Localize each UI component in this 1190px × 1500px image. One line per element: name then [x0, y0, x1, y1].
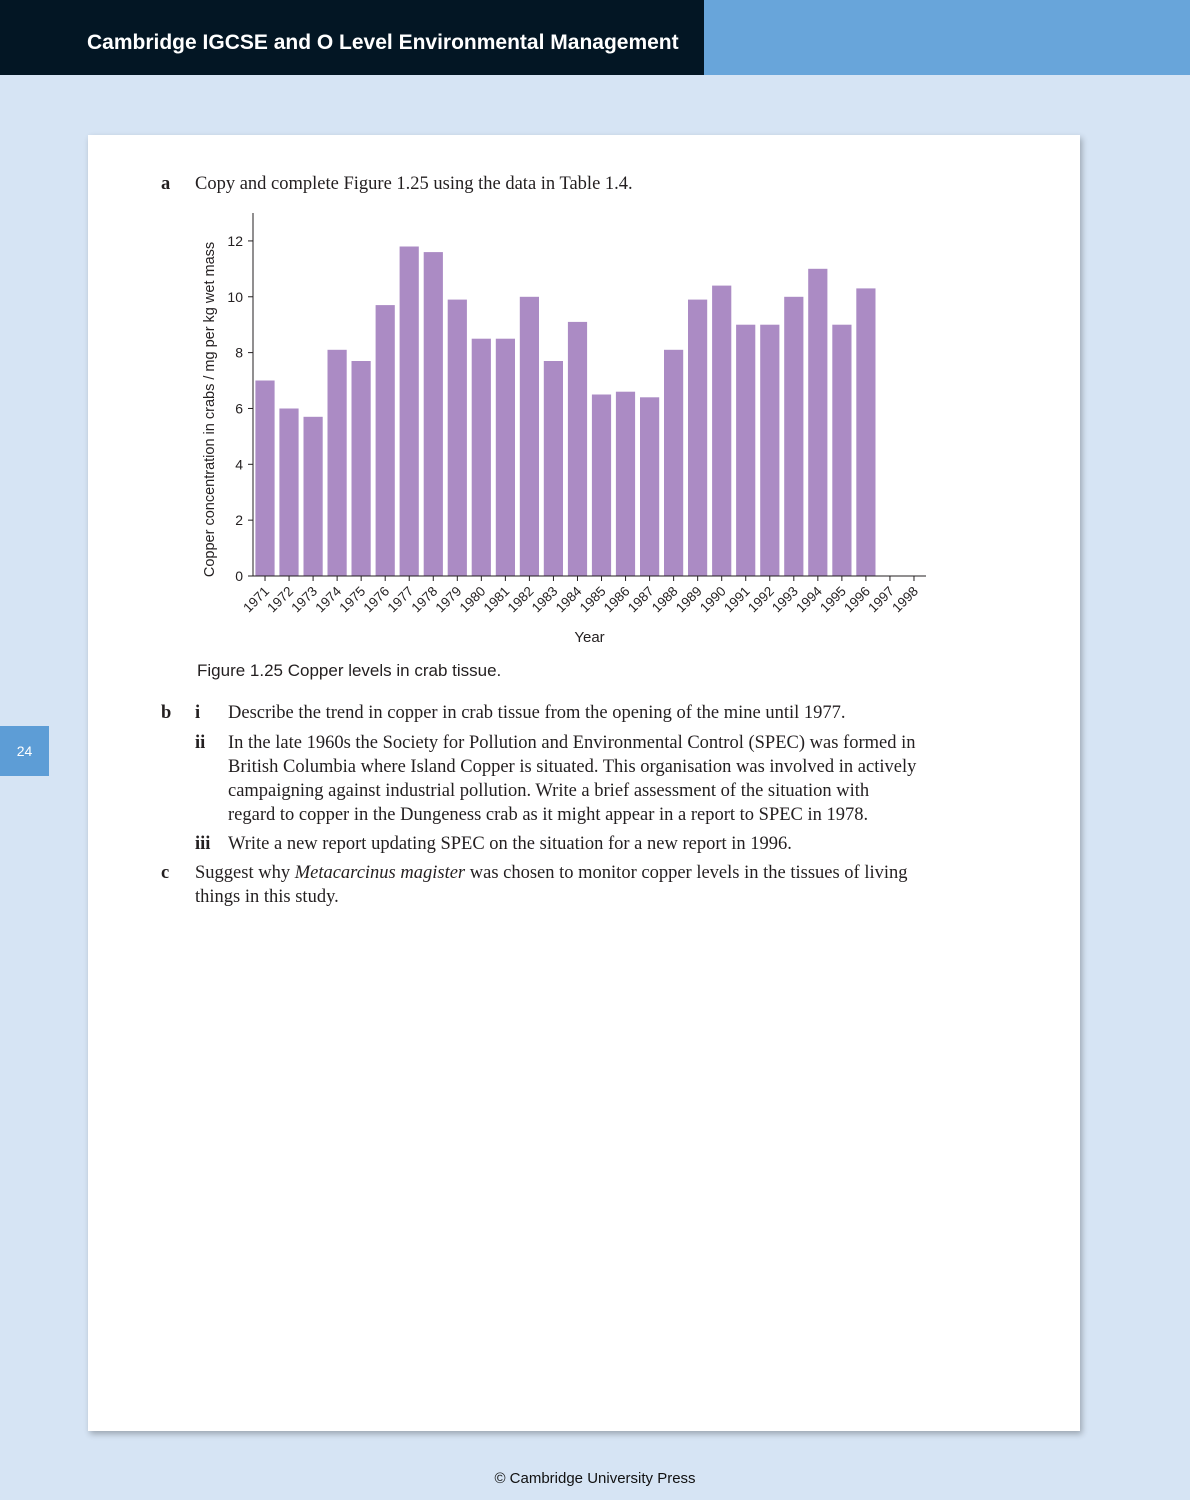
x-tick-label: 1971	[240, 583, 273, 616]
x-axis-title: Year	[574, 629, 605, 646]
bar-1987	[640, 397, 659, 576]
question-b-ii-line-2: British Columbia where Island Copper is situated. This organisation was involved in actively	[228, 757, 917, 777]
x-tick-label: 1979	[432, 583, 465, 616]
x-tick-label: 1992	[745, 583, 777, 616]
question-b-iii-text: Write a new report updating SPEC on the situation for a new report in 1996.	[228, 834, 792, 854]
x-tick-label: 1985	[576, 583, 609, 616]
x-tick-label: 1978	[408, 583, 441, 616]
question-b-iii-label: iii	[195, 834, 211, 854]
bar-1973	[304, 417, 323, 576]
x-tick-label: 1975	[336, 583, 369, 616]
header-accent-bar	[704, 0, 1190, 75]
question-c-line-1	[195, 861, 908, 885]
question-c-text-after: was chosen to monitor copper levels in the tissues of living	[465, 863, 908, 883]
bar-1976	[376, 305, 395, 576]
y-tick-label: 2	[235, 512, 243, 529]
x-tick-label: 1993	[769, 583, 801, 616]
copyright-footer: © Cambridge University Press	[494, 1470, 696, 1487]
x-tick-label: 1976	[360, 583, 393, 616]
x-tick-label: 1977	[384, 583, 417, 616]
bar-1981	[496, 339, 515, 576]
x-tick-label: 1991	[721, 583, 753, 616]
x-tick-label: 1972	[264, 583, 297, 616]
x-tick-label: 1989	[672, 583, 705, 616]
copper-bar-chart	[88, 135, 1080, 655]
question-c-line-2: things in this study.	[195, 887, 339, 907]
bar-1974	[328, 350, 347, 576]
bar-1986	[616, 392, 635, 576]
y-tick-label: 6	[235, 400, 243, 417]
x-tick-label: 1974	[312, 583, 345, 616]
question-b-ii-label: ii	[195, 733, 206, 753]
question-b-i-text: Describe the trend in copper in crab tissue from the opening of the mine until 1977.	[228, 703, 846, 723]
bar-1993	[784, 297, 803, 576]
bar-1991	[736, 325, 755, 576]
x-tick-label: 1995	[817, 583, 849, 616]
bar-1975	[352, 361, 371, 576]
x-tick-label: 1990	[696, 583, 729, 616]
bar-1985	[592, 395, 611, 577]
question-a-label: a	[161, 174, 171, 194]
bar-1988	[664, 350, 683, 576]
x-tick-label: 1983	[528, 583, 561, 616]
bar-1978	[424, 252, 443, 576]
bar-1971	[255, 381, 274, 577]
y-tick-label: 4	[235, 456, 243, 473]
question-b-ii-line-1: In the late 1960s the Society for Pollution and Environmental Control (SPEC) was formed in	[228, 733, 916, 753]
x-tick-label: 1994	[793, 583, 825, 616]
x-tick-label: 1998	[889, 583, 922, 616]
x-tick-label: 1984	[552, 583, 585, 616]
bar-1984	[568, 322, 587, 576]
question-b-ii-line-3: campaigning against industrial pollution. Write a brief assessment of the situation with	[228, 781, 870, 801]
y-tick-label: 0	[235, 568, 243, 584]
x-tick-label: 1982	[504, 583, 537, 616]
bar-1989	[688, 300, 707, 576]
book-title: Cambridge IGCSE and O Level Environmental Management	[87, 31, 679, 54]
species-name: Metacarcinus magister	[294, 863, 466, 883]
bar-1979	[448, 300, 467, 576]
page-number-tab	[0, 726, 49, 776]
question-c-text-before: Suggest why	[195, 863, 295, 883]
bar-1996	[856, 288, 875, 576]
bar-1977	[400, 247, 419, 577]
bar-1994	[808, 269, 827, 576]
bar-1982	[520, 297, 539, 576]
x-tick-label: 1986	[600, 583, 633, 616]
bar-1983	[544, 361, 563, 576]
question-a-text: Copy and complete Figure 1.25 using the data in Table 1.4.	[195, 174, 633, 194]
y-tick-label: 10	[227, 288, 243, 305]
figure-caption: Figure 1.25 Copper levels in crab tissue.	[197, 661, 502, 680]
bars-group	[255, 247, 875, 577]
y-tick-label: 12	[227, 232, 243, 249]
x-tick-label: 1987	[624, 583, 657, 616]
x-tick-label: 1988	[648, 583, 681, 616]
question-c-label: c	[161, 863, 170, 883]
bar-1980	[472, 339, 491, 576]
y-axis-title: Copper concentration in crabs / mg per kg wet mass	[202, 241, 218, 578]
x-tick-label: 1981	[480, 583, 513, 616]
bar-1972	[279, 409, 298, 577]
y-tick-label: 8	[235, 344, 243, 361]
x-tick-label: 1973	[288, 583, 321, 616]
x-tick-label: 1996	[841, 583, 874, 616]
x-tick-label: 1980	[456, 583, 489, 616]
bar-1990	[712, 286, 731, 576]
bar-1995	[832, 325, 851, 576]
page-number: 24	[16, 743, 33, 759]
question-b-label: b	[161, 703, 172, 723]
question-b-ii-line-4: regard to copper in the Dungeness crab as it might appear in a report to SPEC in 1978.	[228, 805, 869, 825]
x-ticks-group	[240, 576, 921, 615]
bar-1992	[760, 325, 779, 576]
y-ticks-group	[227, 233, 253, 584]
question-b-i-label: i	[195, 703, 201, 723]
page-sheet	[88, 135, 1080, 1431]
x-tick-label: 1997	[865, 583, 898, 616]
